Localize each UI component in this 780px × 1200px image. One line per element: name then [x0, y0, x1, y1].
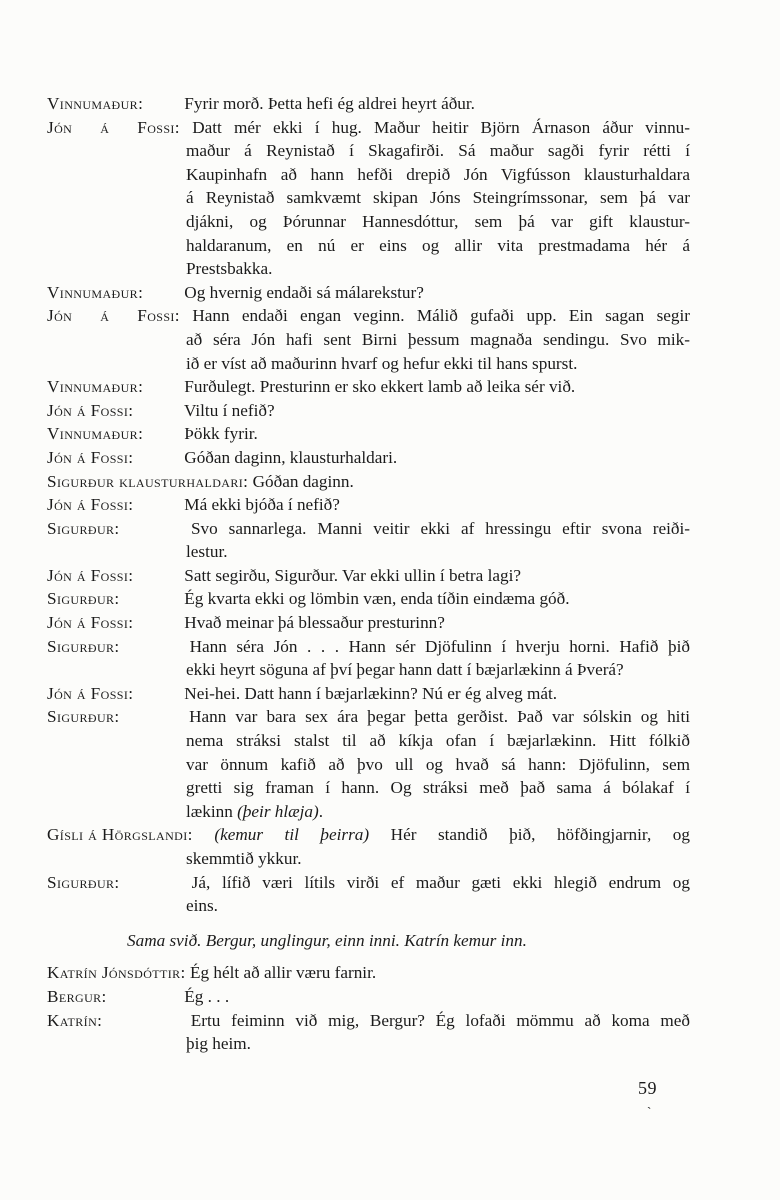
speaker-label: Jón á Fossi: [47, 565, 134, 585]
speech-segment: ekki heyrt söguna af því þegar hann datt í bæjarlækinn á Þverá? [186, 660, 624, 680]
page-number: 59 [638, 1078, 657, 1098]
speech-segment: á Reynistað samkvæmt skipan Jóns Steingrímssonar, sem þá var [186, 188, 690, 208]
speech-segment: Ég kvarta ekki og lömbin væn, enda tíðin eindæma góð. [184, 589, 570, 609]
speaker-label: Bergur: [47, 986, 107, 1006]
speaker-label: Jón á Fossi: [47, 306, 180, 326]
speech-segment: Þökk fyrir. [184, 424, 258, 444]
speech-segment: Hann var bara sex ára þegar þetta gerðist. Það var sólskin og hiti [189, 707, 690, 727]
speech-line [186, 800, 690, 824]
speech-line [186, 753, 690, 777]
speech-line [47, 422, 690, 446]
speech-line [47, 611, 690, 635]
speech-segment: að séra Jón hafi sent Birni þessum magnaða sendingu. Svo mik- [186, 329, 690, 349]
speech-line [47, 304, 690, 328]
speech-line [47, 517, 690, 541]
speaker-label: Sigurður: [47, 872, 120, 892]
dialogue-entry [47, 422, 690, 446]
speech-line [186, 352, 690, 376]
speech-line [47, 587, 690, 611]
dialogue-entry [47, 961, 690, 985]
speech-line [186, 186, 690, 210]
dialogue-entry [47, 635, 690, 682]
speech-segment: nema stráksi stalst til að kíkja ofan í bæjarlækinn. Hitt fólkið [186, 731, 690, 751]
speech-segment: Má ekki bjóða í nefið? [184, 495, 340, 515]
speech-segment: Furðulegt. Presturinn er sko ekkert lamb að leika sér við. [184, 377, 576, 397]
speech-line [186, 847, 690, 871]
speech-line [186, 139, 690, 163]
stage-note: (kemur til þeirra) [214, 825, 370, 845]
speech-segment: Ég hélt að allir væru farnir. [190, 963, 377, 983]
dialogue-entry [47, 493, 690, 517]
dialogue-entry [47, 375, 690, 399]
speech-segment: Nei-hei. Datt hann í bæjarlækinn? Nú er ég alveg mát. [184, 683, 558, 703]
speech-line [186, 540, 690, 564]
speech-line [186, 210, 690, 234]
speech-line [186, 257, 690, 281]
speech-segment: Svo sannarlega. Manni veitir ekki af hressingu eftir svona reiði- [190, 518, 691, 538]
speech-line [186, 776, 690, 800]
print-speck: ˋ [647, 1104, 652, 1119]
speech-line [186, 234, 690, 258]
speech-line [47, 871, 690, 895]
speech-segment: var önnum kafið að þvo ull og hvað sá hann: Djöfulinn, sem [186, 754, 690, 774]
speaker-label: Sigurður: [47, 518, 120, 538]
speech-line [47, 470, 690, 494]
speech-segment: Góðan daginn, klausturhaldari. [184, 447, 398, 467]
dialogue-entry [47, 1009, 690, 1056]
speech-segment: Hann séra Jón . . . Hann sér Djöfulinn í hverju horni. Hafið þið [189, 636, 690, 656]
speech-line [47, 635, 690, 659]
speech-segment: Datt mér ekki í hug. Maður heitir Björn Árnason áður vinnu- [192, 117, 690, 137]
speech-segment: Hvað meinar þá blessaður presturinn? [184, 613, 445, 633]
speech-segment: lestur. [186, 542, 228, 562]
speaker-label: Sigurður: [47, 589, 120, 609]
speech-segment: Já, lífið væri lítils virði ef maður gæti ekki hlegið endrum og [191, 872, 690, 892]
speech-line [47, 1009, 690, 1033]
speaker-label: Katrín Jónsdóttir: [47, 963, 186, 983]
speech-segment: Fyrir morð. Þetta hefi ég aldrei heyrt áður. [184, 94, 475, 113]
speaker-label: Vinnumaður: [47, 282, 144, 302]
speaker-label: Sigurður klausturhaldari: [47, 471, 249, 491]
speech-line [47, 705, 690, 729]
dialogue-entry [47, 823, 690, 870]
speech-line [47, 446, 690, 470]
speech-segment: gretti sig framan í hann. Og stráksi með það sama á bólakaf í [186, 778, 690, 798]
speaker-label: Jón á Fossi: [47, 495, 134, 515]
stage-note: (þeir hlæja) [237, 801, 319, 821]
speech-segment: Góðan daginn. [252, 471, 354, 491]
dialogue-entry [47, 587, 690, 611]
speech-line [47, 116, 690, 140]
speech-segment: skemmtið ykkur. [186, 849, 302, 868]
speech-line [47, 823, 690, 847]
speech-line [47, 399, 690, 423]
speech-line [47, 564, 690, 588]
speech-segment: djákni, og Þórunnar Hannesdóttur, sem þá var gift klaustur- [186, 211, 690, 231]
speech-line [186, 163, 690, 187]
speech-line [47, 985, 690, 1009]
speech-segment: Og hvernig endaði sá málarekstur? [184, 282, 424, 302]
speech-segment: Viltu í nefið? [184, 400, 275, 420]
speaker-label: Jón á Fossi: [47, 683, 134, 703]
speech-line [186, 729, 690, 753]
speaker-label: Jón á Fossi: [47, 447, 134, 467]
speech-segment: Prestsbakka. [186, 259, 273, 279]
dialogue-scene-2 [47, 961, 690, 1055]
dialogue-entry [47, 517, 690, 564]
speech-segment: Hann endaði engan veginn. Málið gufaði upp. Ein sagan segir [192, 306, 690, 326]
speaker-label: Sigurður: [47, 636, 120, 656]
speech-line [47, 682, 690, 706]
speaker-label: Gísli á Hörgslandi: [47, 825, 193, 845]
speech-line [47, 493, 690, 517]
speech-line [47, 281, 690, 305]
speech-segment: ið er víst að maðurinn hvarf og hefur ekki til hans spurst. [186, 353, 578, 373]
speech-segment: þig heim. [186, 1034, 251, 1054]
dialogue-entry [47, 304, 690, 375]
speech-line [186, 894, 690, 918]
speaker-label: Sigurður: [47, 707, 120, 727]
speech-segment: Ertu feiminn við mig, Bergur? Ég lofaði mömmu að koma með [190, 1010, 690, 1030]
speaker-label: Vinnumaður: [47, 377, 144, 397]
dialogue-entry [47, 446, 690, 470]
dialogue-entry [47, 564, 690, 588]
dialogue-entry [47, 705, 690, 823]
dialogue-entry [47, 611, 690, 635]
speech-line [186, 1032, 690, 1056]
speech-line [47, 375, 690, 399]
speech-line [47, 961, 690, 985]
speech-segment: Kaupinhafn að hann hefði drepið Jón Vigfússon klausturhaldara [186, 164, 690, 184]
dialogue-entry [47, 470, 690, 494]
speaker-label: Jón á Fossi: [47, 613, 134, 633]
speech-segment: Ég . . . [184, 986, 230, 1006]
speaker-label: Vinnumaður: [47, 94, 144, 113]
speech-line [47, 92, 690, 116]
speech-segment: Satt segirðu, Sigurður. Var ekki ullin í betra lagi? [184, 565, 521, 585]
text-block [47, 92, 690, 1056]
speaker-label: Vinnumaður: [47, 424, 144, 444]
speech-segment: . [318, 801, 324, 821]
speaker-label: Jón á Fossi: [47, 400, 134, 420]
speaker-label: Jón á Fossi: [47, 117, 180, 137]
dialogue-entry [47, 281, 690, 305]
speaker-label: Katrín: [47, 1010, 103, 1030]
dialogue-scene-1 [47, 92, 690, 918]
speech-segment: Hér standið þið, höfðingjarnir, og [369, 825, 690, 845]
dialogue-entry [47, 871, 690, 918]
speech-segment: eins. [186, 896, 218, 916]
dialogue-entry [47, 985, 690, 1009]
speech-line [186, 658, 690, 682]
speech-line [186, 328, 690, 352]
stage-direction: Sama svið. Bergur, unglingur, einn inni. Katrín kemur inn. [127, 930, 527, 950]
dialogue-entry [47, 92, 690, 116]
speech-segment: maður á Reynistað í Skagafirði. Sá maður sagði fyrir rétti í [186, 141, 690, 161]
dialogue-entry [47, 399, 690, 423]
speech-segment: lækinn [186, 801, 238, 821]
dialogue-entry [47, 116, 690, 281]
dialogue-entry [47, 682, 690, 706]
speech-segment: haldaranum, en nú er eins og allir vita prestmadama hér á [186, 235, 690, 255]
